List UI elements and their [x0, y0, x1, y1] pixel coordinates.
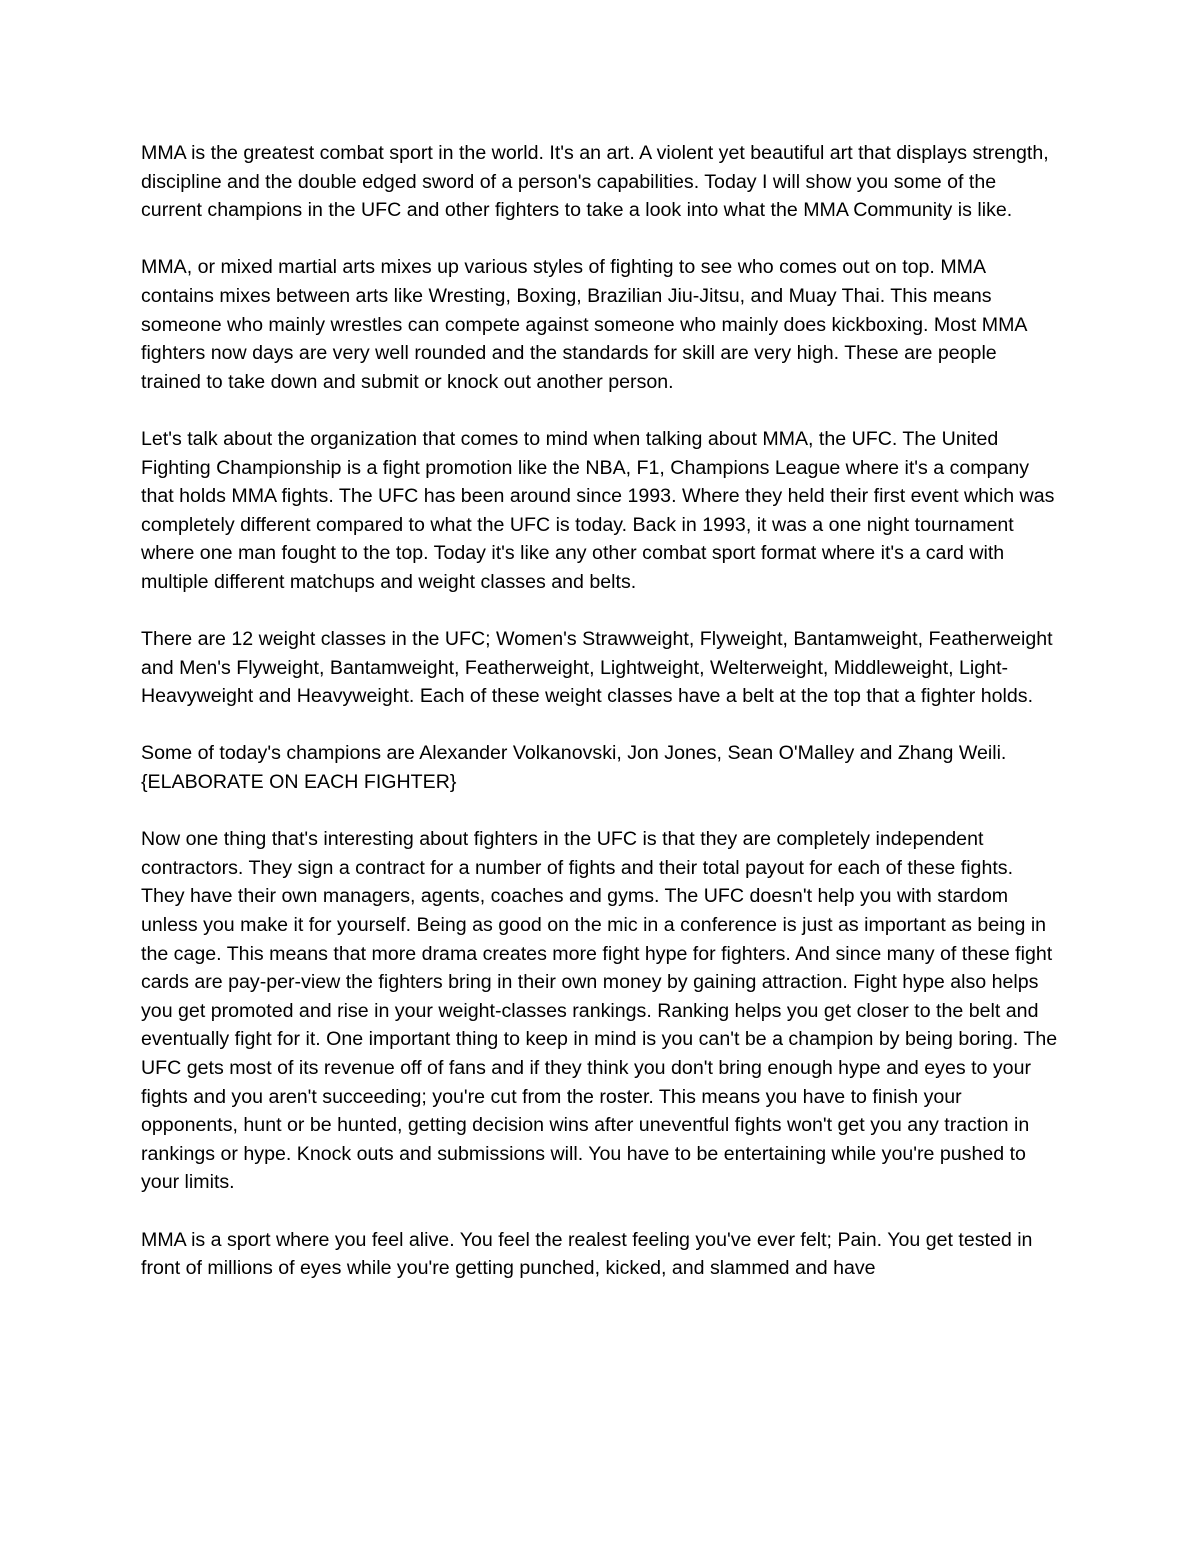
paragraph-champions: Some of today's champions are Alexander Volkanovski, Jon Jones, Sean O'Malley and Zhang Weili. {ELABORATE ON EACH FIGHTER} — [141, 742, 1007, 794]
paragraph-feel-alive: MMA is a sport where you feel alive. You feel the realest feeling you've ever felt; Pain. You get tested in front of millions of eyes while you're getting punched, kicked, and slammed and have — [141, 1228, 1033, 1280]
paragraph-independent-contractors: Now one thing that's interesting about fighters in the UFC is that they are completely independent contractors. They sign a contract for a number of fights and their total payout for each of these fights. They have their own managers, agents, coaches and gyms. The UFC doesn't help you with stardom unless you make it for yourself. Being as good on the mic in a conference is just as important as being in the cage. This means that more drama creates more fight hype for fighters. And since many of these fight cards are pay-per-view the fighters bring in their own money by gaining attraction. Fight hype also helps you get promoted and rise in your weight-classes rankings. Ranking helps you get closer to the belt and eventually fight for it. One important thing to keep in mind is you can't be a champion by being boring. The UFC gets most of its revenue off of fans and if they think you don't bring enough hype and eyes to your fights and you aren't succeeding; you're cut from the roster. This means you have to finish your opponents, hunt or be hunted, getting decision wins after uneventful fights won't get you any traction in rankings or hype. Knock outs and submissions will. You have to be entertaining while you're pushed to your limits. — [141, 828, 1058, 1194]
paragraph-mixed-martial-arts: MMA, or mixed martial arts mixes up various styles of fighting to see who comes out on top. MMA contains mixes between arts like Wresting, Boxing, Brazilian Jiu-Jitsu, and Muay Thai. This means someone who mainly wrestles can compete against someone who mainly does kickboxing. Most MMA fighters now days are very well rounded and the standards for skill are very high. These are people trained to take down and submit or knock out another person. — [141, 256, 1027, 393]
paragraph-intro: MMA is the greatest combat sport in the world. It's an art. A violent yet beautiful art that displays strength, discipline and the double edged sword of a person's capabilities. Today I will show you some of the current champions in the UFC and other fighters to take a look into what the MMA Community is like. — [141, 142, 1049, 222]
paragraph-weight-classes: There are 12 weight classes in the UFC; Women's Strawweight, Flyweight, Bantamweight, Featherweight and Men's Flyweight, Bantamweight, Featherweight, Lightweight, Welterweight, Middleweight, Light-Heavyweight and Heavyweight. Each of these weight classes have a belt at the top that a fighter holds. — [141, 628, 1053, 708]
paragraph-ufc-organization: Let's talk about the organization that comes to mind when talking about MMA, the UFC. The United Fighting Championship is a fight promotion like the NBA, F1, Champions League where it's a company that holds MMA fights. The UFC has been around since 1993. Where they held their first event which was completely different compared to what the UFC is today. Back in 1993, it was a one night tournament where one man fought to the top. Today it's like any other combat sport format where it's a card with multiple different matchups and weight classes and belts. — [141, 427, 1055, 593]
document-body — [141, 139, 1061, 1283]
